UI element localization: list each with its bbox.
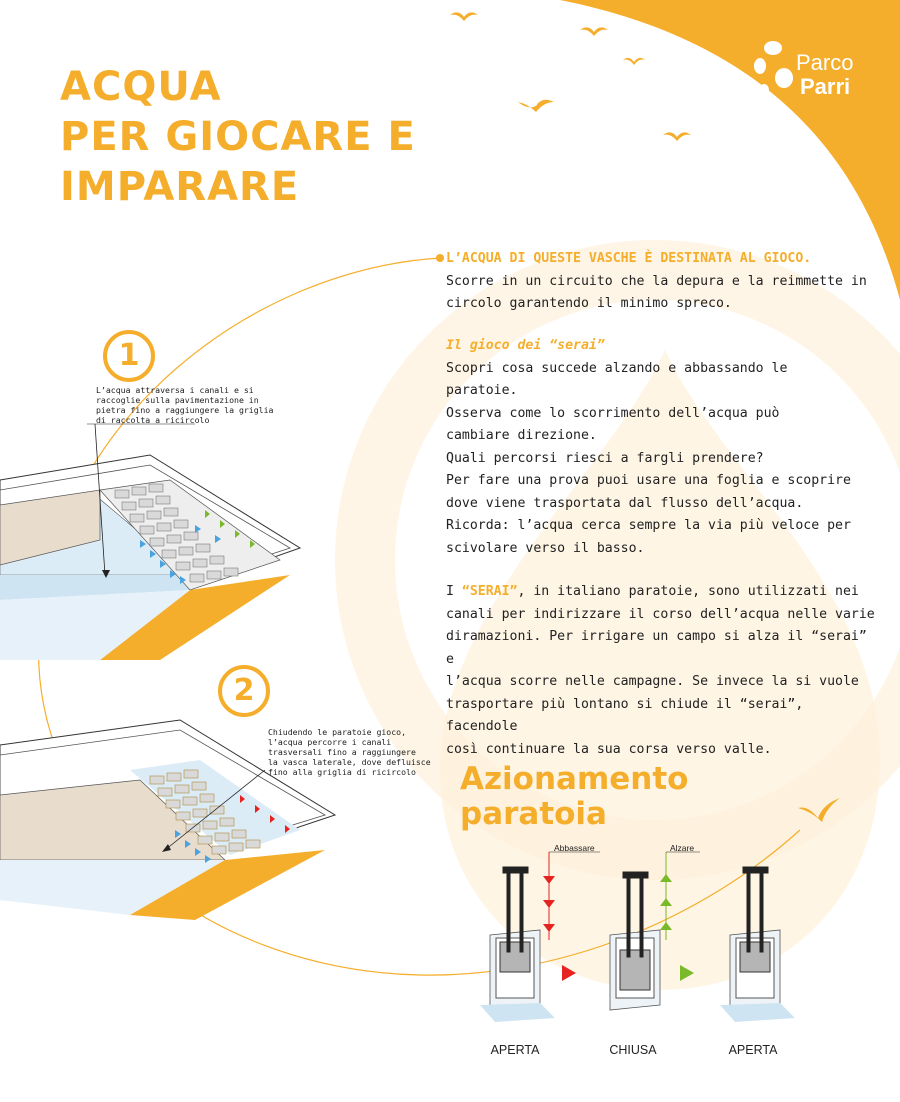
game-line: cambiare direzione. — [446, 428, 597, 443]
serai-line-1-rest: , in italiano paratoie, sono utilizzati nei — [517, 584, 859, 599]
step-2-note-line: fino alla griglia di ricircolo — [268, 767, 416, 777]
gate-state-label: CHIUSA — [609, 1043, 657, 1057]
lower-label: Abbassare — [554, 843, 595, 853]
intro-heading: L’ACQUA DI QUESTE VASCHE È DESTINATA AL GIOCO. — [446, 251, 812, 266]
step-1-badge: 1 — [103, 330, 155, 382]
page-title-line-1: ACQUA — [60, 64, 222, 110]
game-line: Per fare una prova puoi usare una foglia e scoprire — [446, 473, 851, 488]
page-title-line-2: PER GIOCARE E — [60, 114, 416, 160]
intro-line-2: circolo garantendo il minimo spreco. — [446, 296, 732, 311]
step-1-note-line: pietra fino a raggiungere la griglia — [96, 405, 274, 415]
step-2-note-line: Chiudendo le paratoie gioco, — [268, 727, 407, 737]
serai-block — [446, 581, 876, 761]
gate-state-label: APERTA — [728, 1043, 778, 1057]
step-1-note-line: L’acqua attraversa i canali e si — [96, 385, 254, 395]
intro-block — [446, 248, 876, 316]
step-2-note-line: la vasca laterale, dove defluisce — [268, 757, 431, 767]
step-2-note-line: trasversali fino a raggiungere — [268, 747, 416, 757]
step-2-badge: 2 — [218, 665, 270, 717]
serai-line-1 — [446, 581, 876, 604]
step-1-note — [96, 385, 273, 425]
serai-line: così continuare la sua corsa verso valle. — [446, 741, 772, 757]
operation-heading-line-2: paratoia — [460, 796, 607, 832]
game-line: Scopri cosa succede alzando e abbassando le — [446, 360, 788, 376]
logo-word-parri: Parri — [800, 74, 851, 99]
step-1-note-line: raccoglie sulla pavimentazione in — [96, 395, 259, 405]
game-line: Ricorda: l’acqua cerca sempre la via più veloce per — [446, 518, 851, 533]
game-line: scivolare verso il basso. — [446, 540, 645, 556]
game-line: dove viene trasportata dal flusso dell’acqua. — [446, 495, 804, 511]
page-title-line-3: IMPARARE — [60, 164, 300, 210]
game-line: paratoie. — [446, 383, 518, 398]
game-heading: Il gioco dei “serai” — [446, 338, 605, 353]
serai-line: diramazioni. Per irrigare un campo si alza il “serai” e — [446, 629, 867, 667]
serai-line: trasportare più lontano si chiude il “serai”, facendole — [446, 696, 804, 734]
game-line: Quali percorsi riesci a fargli prendere? — [446, 450, 764, 466]
illustration-1 — [0, 424, 300, 660]
serai-highlight: “SERAI” — [461, 584, 518, 599]
serai-prefix: I — [446, 584, 462, 599]
step-1-note-line: di raccolta a ricircolo — [96, 415, 210, 425]
game-line: Osserva come lo scorrimento dell’acqua può — [446, 405, 780, 421]
serai-line: l’acqua scorre nelle campagne. Se invece la si vuole — [446, 674, 859, 689]
intro-line-1: Scorre in un circuito che la depura e la reimmette in — [446, 273, 867, 289]
game-block — [446, 335, 876, 560]
logo-word-parco: Parco — [796, 50, 854, 75]
step-2-note — [268, 727, 431, 777]
step-2-note-line: l’acqua percorre i canali — [268, 737, 392, 747]
gate-state-label: APERTA — [490, 1043, 540, 1057]
serai-line: canali per indirizzare il corso dell’acqua nelle varie — [446, 606, 875, 622]
operation-heading-line-1: Azionamento — [460, 761, 689, 797]
raise-label: Alzare — [670, 843, 695, 853]
